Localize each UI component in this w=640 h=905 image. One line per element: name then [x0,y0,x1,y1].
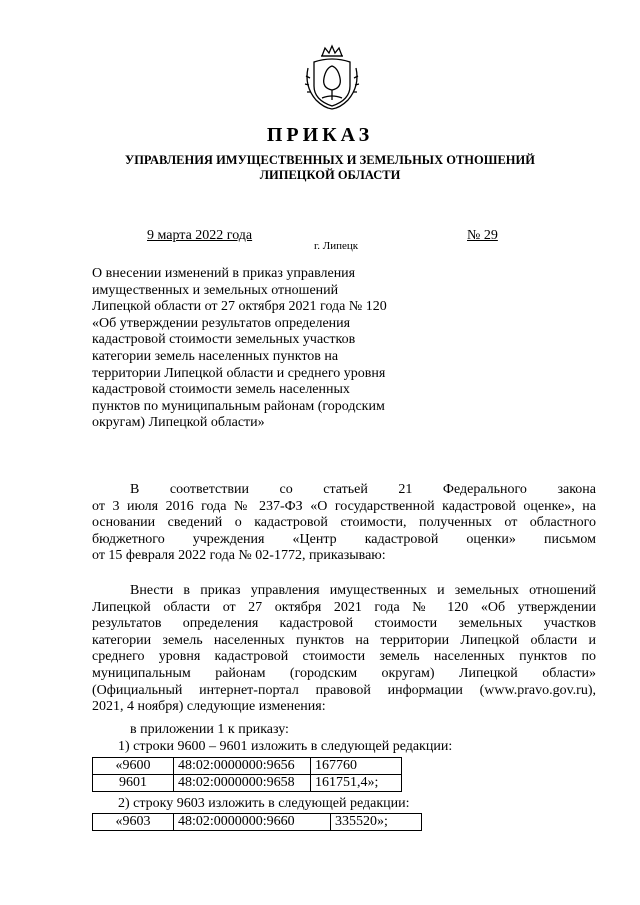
order-paragraph [92,583,596,716]
issuer-name [100,153,560,183]
table-cell: 167760 [311,758,402,775]
issuer-line-2: ЛИПЕЦКОЙ ОБЛАСТИ [259,168,401,182]
table-cell: 161751,4»; [311,775,402,792]
order-subject [92,266,432,432]
paragraph-line: Внести в приказ управления имущественных и земельных отношений [130,583,596,598]
table-cell: 48:02:0000000:9658 [174,775,311,792]
paragraph-line: от 3 июля 2016 года № 237-ФЗ «О государственной кадастровой оценке», на [92,498,596,514]
cadastral-table-2 [92,813,422,831]
subject-line: округам) Липецкой области» [92,415,265,431]
subject-line: имущественных и земельных отношений [92,282,339,298]
subject-line: кадастровой стоимости земель населенных [92,382,350,398]
paragraph-line: В соответствии со статьей 21 Федерального закона [130,482,596,497]
table-row [93,814,422,831]
table-cell: «9603 [93,814,174,831]
issuer-line-1: УПРАВЛЕНИЯ ИМУЩЕСТВЕННЫХ И ЗЕМЕЛЬНЫХ ОТНОШЕНИЙ [125,153,535,167]
subject-line: О внесении изменений в приказ управления [92,266,356,281]
preamble-paragraph [92,482,596,565]
subject-line: кадастровой стоимости земельных участков [92,332,356,348]
subject-line: «Об утверждении результатов определения [92,315,351,331]
paragraph-line: основании сведений о кадастровой стоимости, полученных от областного [92,515,596,531]
subject-line: территории Липецкой области и среднего уровня [92,365,386,381]
item-2-text: 2) строку 9603 изложить в следующей редакции: [118,796,410,811]
table-cell: 335520»; [331,814,422,831]
paragraph-line: результатов определения кадастровой стоимости земельных участков [92,616,596,632]
paragraph-line: 2021, 4 ноября) следующие изменения: [92,699,326,715]
paragraph-line: (Официальный интернет-портал правовой информации (www.pravo.gov.ru), [92,682,596,698]
paragraph-line: Липецкой области от 27 октября 2021 года № 120 «Об утверждении [92,599,596,615]
table-row [93,758,402,775]
cadastral-table-1 [92,757,402,792]
order-date: 9 марта 2022 года [147,228,253,243]
paragraph-line: бюджетного учреждения «Центр кадастровой оценки» письмом [92,531,596,547]
paragraph-line: категории земель населенных пунктов на территории Липецкой области и [92,632,596,648]
document-title: ПРИКАЗ [266,124,374,146]
subject-line: пунктов по муниципальным районам (городским [92,398,385,414]
coat-of-arms-icon [300,42,364,112]
subject-line: категории земель населенных пунктов на [92,348,339,364]
order-number: № 29 [467,228,498,243]
order-city: г. Липецк [314,240,359,252]
table-cell: 48:02:0000000:9660 [174,814,331,831]
table-cell: «9600 [93,758,174,775]
paragraph-line: от 15 февраля 2022 года № 02-1772, приказываю: [92,548,386,564]
table-row [93,775,402,792]
table-cell: 9601 [93,775,174,792]
table-cell: 48:02:0000000:9656 [174,758,311,775]
appendix-line: в приложении 1 к приказу: [130,722,289,737]
item-1-text: 1) строки 9600 – 9601 изложить в следующей редакции: [118,739,453,754]
paragraph-line: муниципальным районам (городским округам) Липецкой области» [92,665,596,681]
paragraph-line: среднего уровня кадастровой стоимости земель населенных пунктов по [92,649,596,665]
subject-line: Липецкой области от 27 октября 2021 года № 120 [92,299,387,315]
